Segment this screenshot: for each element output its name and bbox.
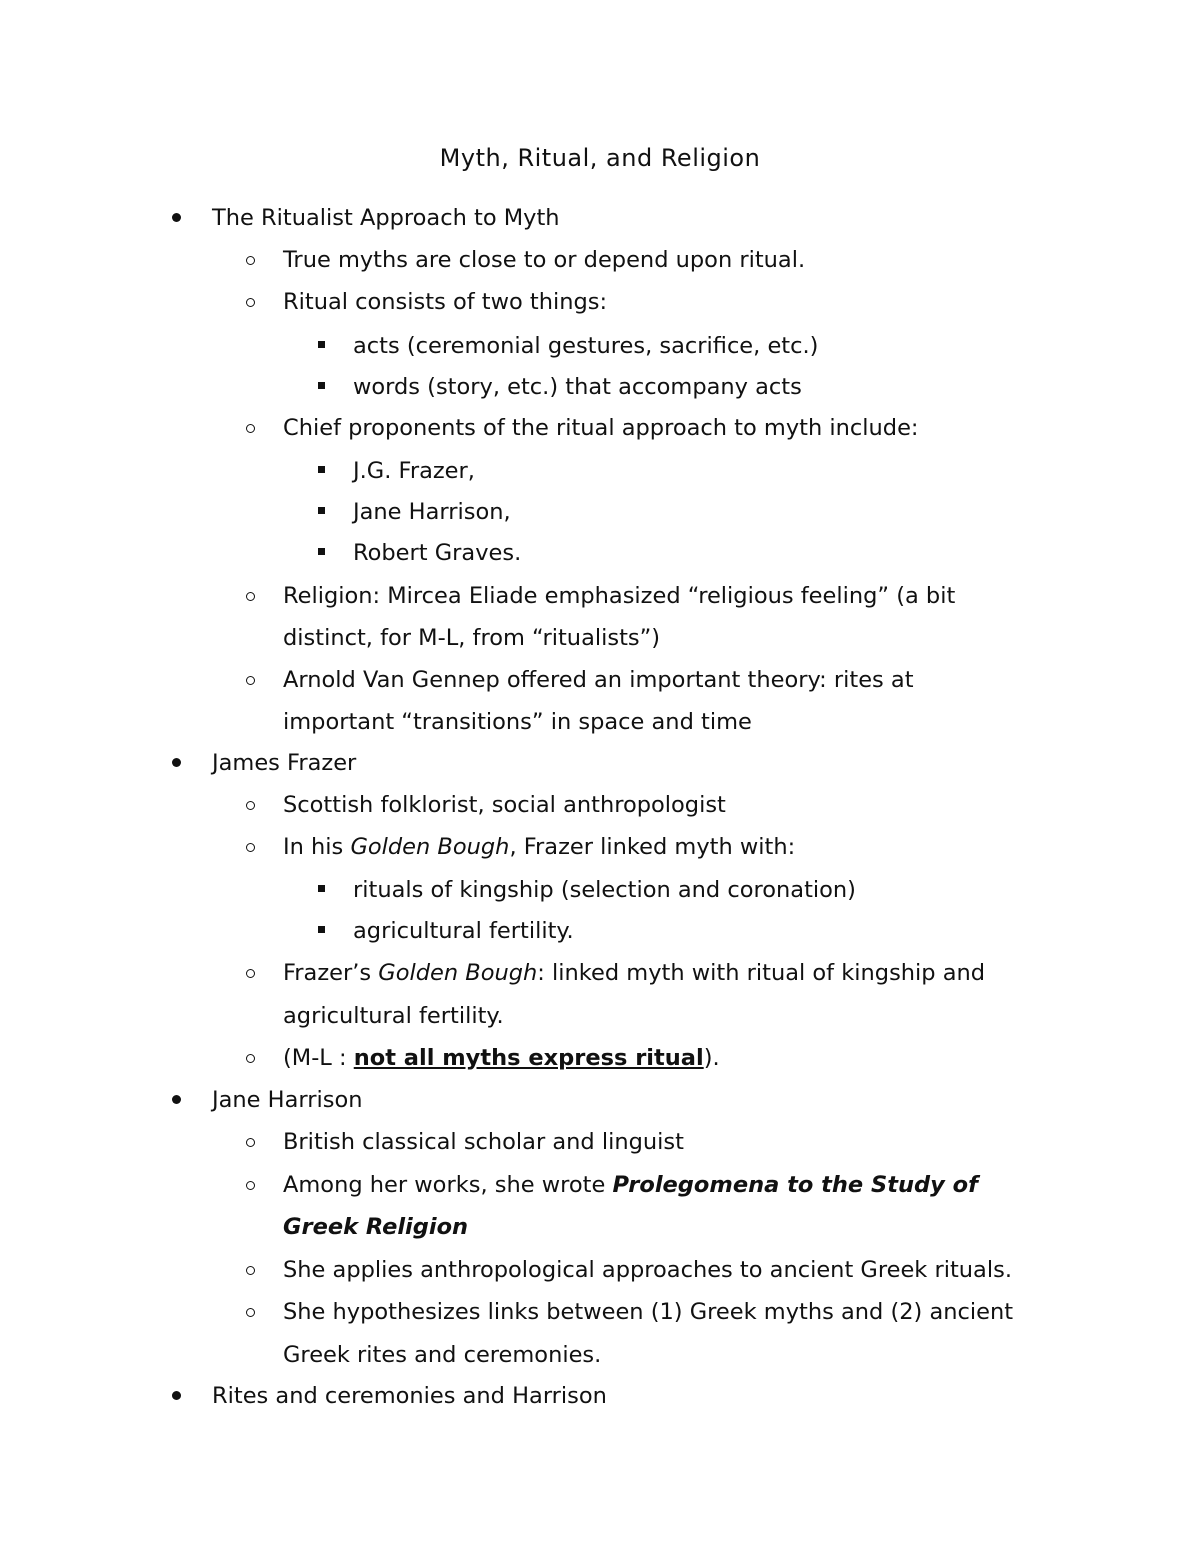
bullet-square: [318, 874, 325, 906]
list-item: Arnold Van Gennep offered an important theory: rites at: [283, 667, 914, 693]
bullet-circle: [246, 1296, 255, 1328]
list-item: [283, 1169, 978, 1201]
bullet-square: [318, 915, 325, 947]
bullet-square: [318, 455, 325, 487]
bullet-dot: [172, 747, 181, 779]
list-item: agricultural fertility.: [353, 918, 574, 944]
section-heading-ritualist: The Ritualist Approach to Myth: [212, 205, 560, 231]
list-item-continuation: distinct, for M-L, from “ritualists”): [283, 625, 661, 651]
list-item: J.G. Frazer,: [353, 458, 475, 484]
text-run: : linked myth with ritual of kingship and: [537, 960, 986, 986]
list-item: Robert Graves.: [353, 540, 522, 566]
book-title-golden-bough: Golden Bough: [378, 960, 538, 986]
list-item: British classical scholar and linguist: [283, 1129, 684, 1155]
bullet-circle: [246, 580, 255, 612]
list-item: rituals of kingship (selection and coronation): [353, 877, 856, 903]
bullet-circle: [246, 1042, 255, 1074]
bullet-square: [318, 371, 325, 403]
list-item-continuation: Greek rites and ceremonies.: [283, 1342, 602, 1368]
bullet-square: [318, 330, 325, 362]
bullet-circle: [246, 789, 255, 821]
bullet-dot: [172, 202, 181, 234]
list-item: [283, 831, 795, 863]
emphasis-not-all-myths: not all myths express ritual: [353, 1045, 704, 1071]
list-item: She hypothesizes links between (1) Greek myths and (2) ancient: [283, 1299, 1014, 1325]
bullet-circle: [246, 412, 255, 444]
book-title-prolegomena: Prolegomena to the Study of: [612, 1172, 978, 1198]
list-item: Scottish folklorist, social anthropologist: [283, 792, 726, 818]
section-heading-rites: Rites and ceremonies and Harrison: [212, 1383, 607, 1409]
list-item: She applies anthropological approaches to ancient Greek rituals.: [283, 1257, 1012, 1283]
list-item: [283, 1042, 720, 1074]
list-item: Jane Harrison,: [353, 499, 511, 525]
page-title: Myth, Ritual, and Religion: [439, 144, 761, 172]
book-title-golden-bough: Golden Bough: [350, 834, 510, 860]
section-heading-frazer: James Frazer: [212, 750, 357, 776]
list-item: words (story, etc.) that accompany acts: [353, 374, 802, 400]
bullet-circle: [246, 831, 255, 863]
text-run: In his: [283, 834, 351, 860]
bullet-dot: [172, 1380, 181, 1412]
bullet-circle: [246, 957, 255, 989]
list-item: Chief proponents of the ritual approach to myth include:: [283, 415, 919, 441]
section-heading-harrison: Jane Harrison: [212, 1087, 363, 1113]
bullet-circle: [246, 244, 255, 276]
list-item: acts (ceremonial gestures, sacrifice, etc.): [353, 333, 819, 359]
text-run: ).: [703, 1045, 720, 1071]
bullet-square: [318, 496, 325, 528]
list-item: Religion: Mircea Eliade emphasized “religious feeling” (a bit: [283, 583, 956, 609]
list-item: [283, 957, 985, 989]
bullet-circle: [246, 1126, 255, 1158]
text-run: (M-L :: [283, 1045, 354, 1071]
list-item: Ritual consists of two things:: [283, 289, 608, 315]
list-item: True myths are close to or depend upon ritual.: [283, 247, 806, 273]
bullet-dot: [172, 1084, 181, 1116]
bullet-circle: [246, 1254, 255, 1286]
text-run: , Frazer linked myth with:: [509, 834, 796, 860]
bullet-circle: [246, 664, 255, 696]
bullet-square: [318, 537, 325, 569]
text-run: Among her works, she wrote: [283, 1172, 613, 1198]
text-run: Frazer’s: [283, 960, 379, 986]
bullet-circle: [246, 1169, 255, 1201]
list-item-continuation: agricultural fertility.: [283, 1003, 504, 1029]
list-item-continuation: important “transitions” in space and time: [283, 709, 752, 735]
book-title-prolegomena-continuation: Greek Religion: [283, 1214, 469, 1240]
bullet-circle: [246, 286, 255, 318]
